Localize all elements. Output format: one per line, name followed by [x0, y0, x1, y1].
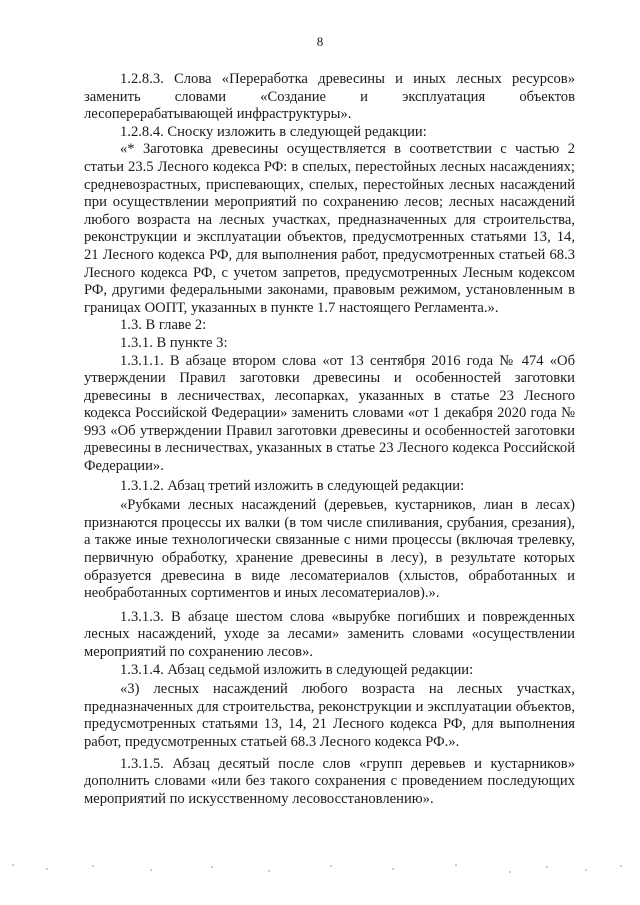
paragraph-1-3-1-3: 1.3.1.3. В абзаце шестом слова «вырубке погибших и поврежденных лесных насаждений, уходе за лесами» заменить словами «осуществлении мероприятий по сохранению лесов». — [84, 608, 575, 660]
paragraph-1-3-1-4: 1.3.1.4. Абзац седьмой изложить в следующей редакции: — [120, 661, 474, 678]
document-body — [84, 71, 575, 808]
page-number: 8 — [316, 34, 324, 49]
paragraph-1-2-8-4: 1.2.8.4. Сноску изложить в следующей редакции: — [120, 123, 427, 140]
paragraph-1-3-1-2: 1.3.1.2. Абзац третий изложить в следующей редакции: — [120, 477, 465, 494]
paragraph-1-3-1: 1.3.1. В пункте 3: — [120, 334, 228, 351]
paragraph-1-3: 1.3. В главе 2: — [120, 317, 207, 334]
paragraph-1-3-1-1: 1.3.1.1. В абзаце втором слова «от 13 сентября 2016 года № 474 «Об утверждении Правил заготовки древесины и особенностей заготовки древесины в лесничествах, лесопарках, указанных в статье 23 Лесного кодекса Российской Федерации» заменить словами «от 1 декабря 2020 года № 993 «Об утверждении Правил заготовки древесины и особенностей заготовки древесины в лесничествах, указанных в статье 23 Лесного кодекса Российской Федерации». — [84, 352, 575, 475]
item-3-text: «3) лесных насаждений любого возраста на лесных участках, предназначенных для строительства, реконструкции и эксплуатации объектов, предусмотренных статьями 13, 14, 21 Лесного кодекса РФ, для выполнения работ, предусмотренных статьей 68.3 Лесного кодекса РФ.». — [84, 681, 575, 750]
paragraph-1-2-8-3: 1.2.8.3. Слова «Переработка древесины и иных лесных ресурсов» заменить словами «Создание и эксплуатация объектов лесоперерабатывающей инфраструктуры». — [84, 71, 575, 123]
paragraph-1-3-1-5: 1.3.1.5. Абзац десятый после слов «групп деревьев и кустарников» дополнить словами «или без такого сохранения с проведением последующих мероприятий по искусственному лесовосстановлению». — [84, 755, 575, 807]
scan-noise — [0, 862, 640, 882]
logging-definition-text: «Рубками лесных насаждений (деревьев, кустарников, лиан в лесах) признаются процессы их валки (в том числе спиливания, срубания, срезания), а также иные технологически связанные с ними процессы (включая трелевку, первичную обработку, хранение древесины в лесу), в результате которых образуется древесина в виде лесоматериалов (хлыстов, обработанных и необработанных сортиментов и иных лесоматериалов).». — [84, 497, 575, 602]
footnote-text: «* Заготовка древесины осуществляется в соответствии с частью 2 статьи 23.5 Лесного кодекса РФ: в спелых, перестойных лесных насаждениях; средневозрастных, приспевающих, спелых, перестойных лесных насаждений при осуществлении мероприятий по сохранению лесов; лесных насаждений любого возраста на лесных участках, предназначенных для строительства, реконструкции и эксплуатации объектов, предусмотренных статьями 13, 14, 21 Лесного кодекса РФ, для выполнения работ, предусмотренных статьей 68.3 Лесного кодекса РФ, с учетом запретов, предусмотренных Лесным кодексом РФ, другими федеральными законами, правовым режимом, установленным в границах ООПТ, указанных в пункте 1.7 настоящего Регламента.». — [84, 141, 575, 316]
